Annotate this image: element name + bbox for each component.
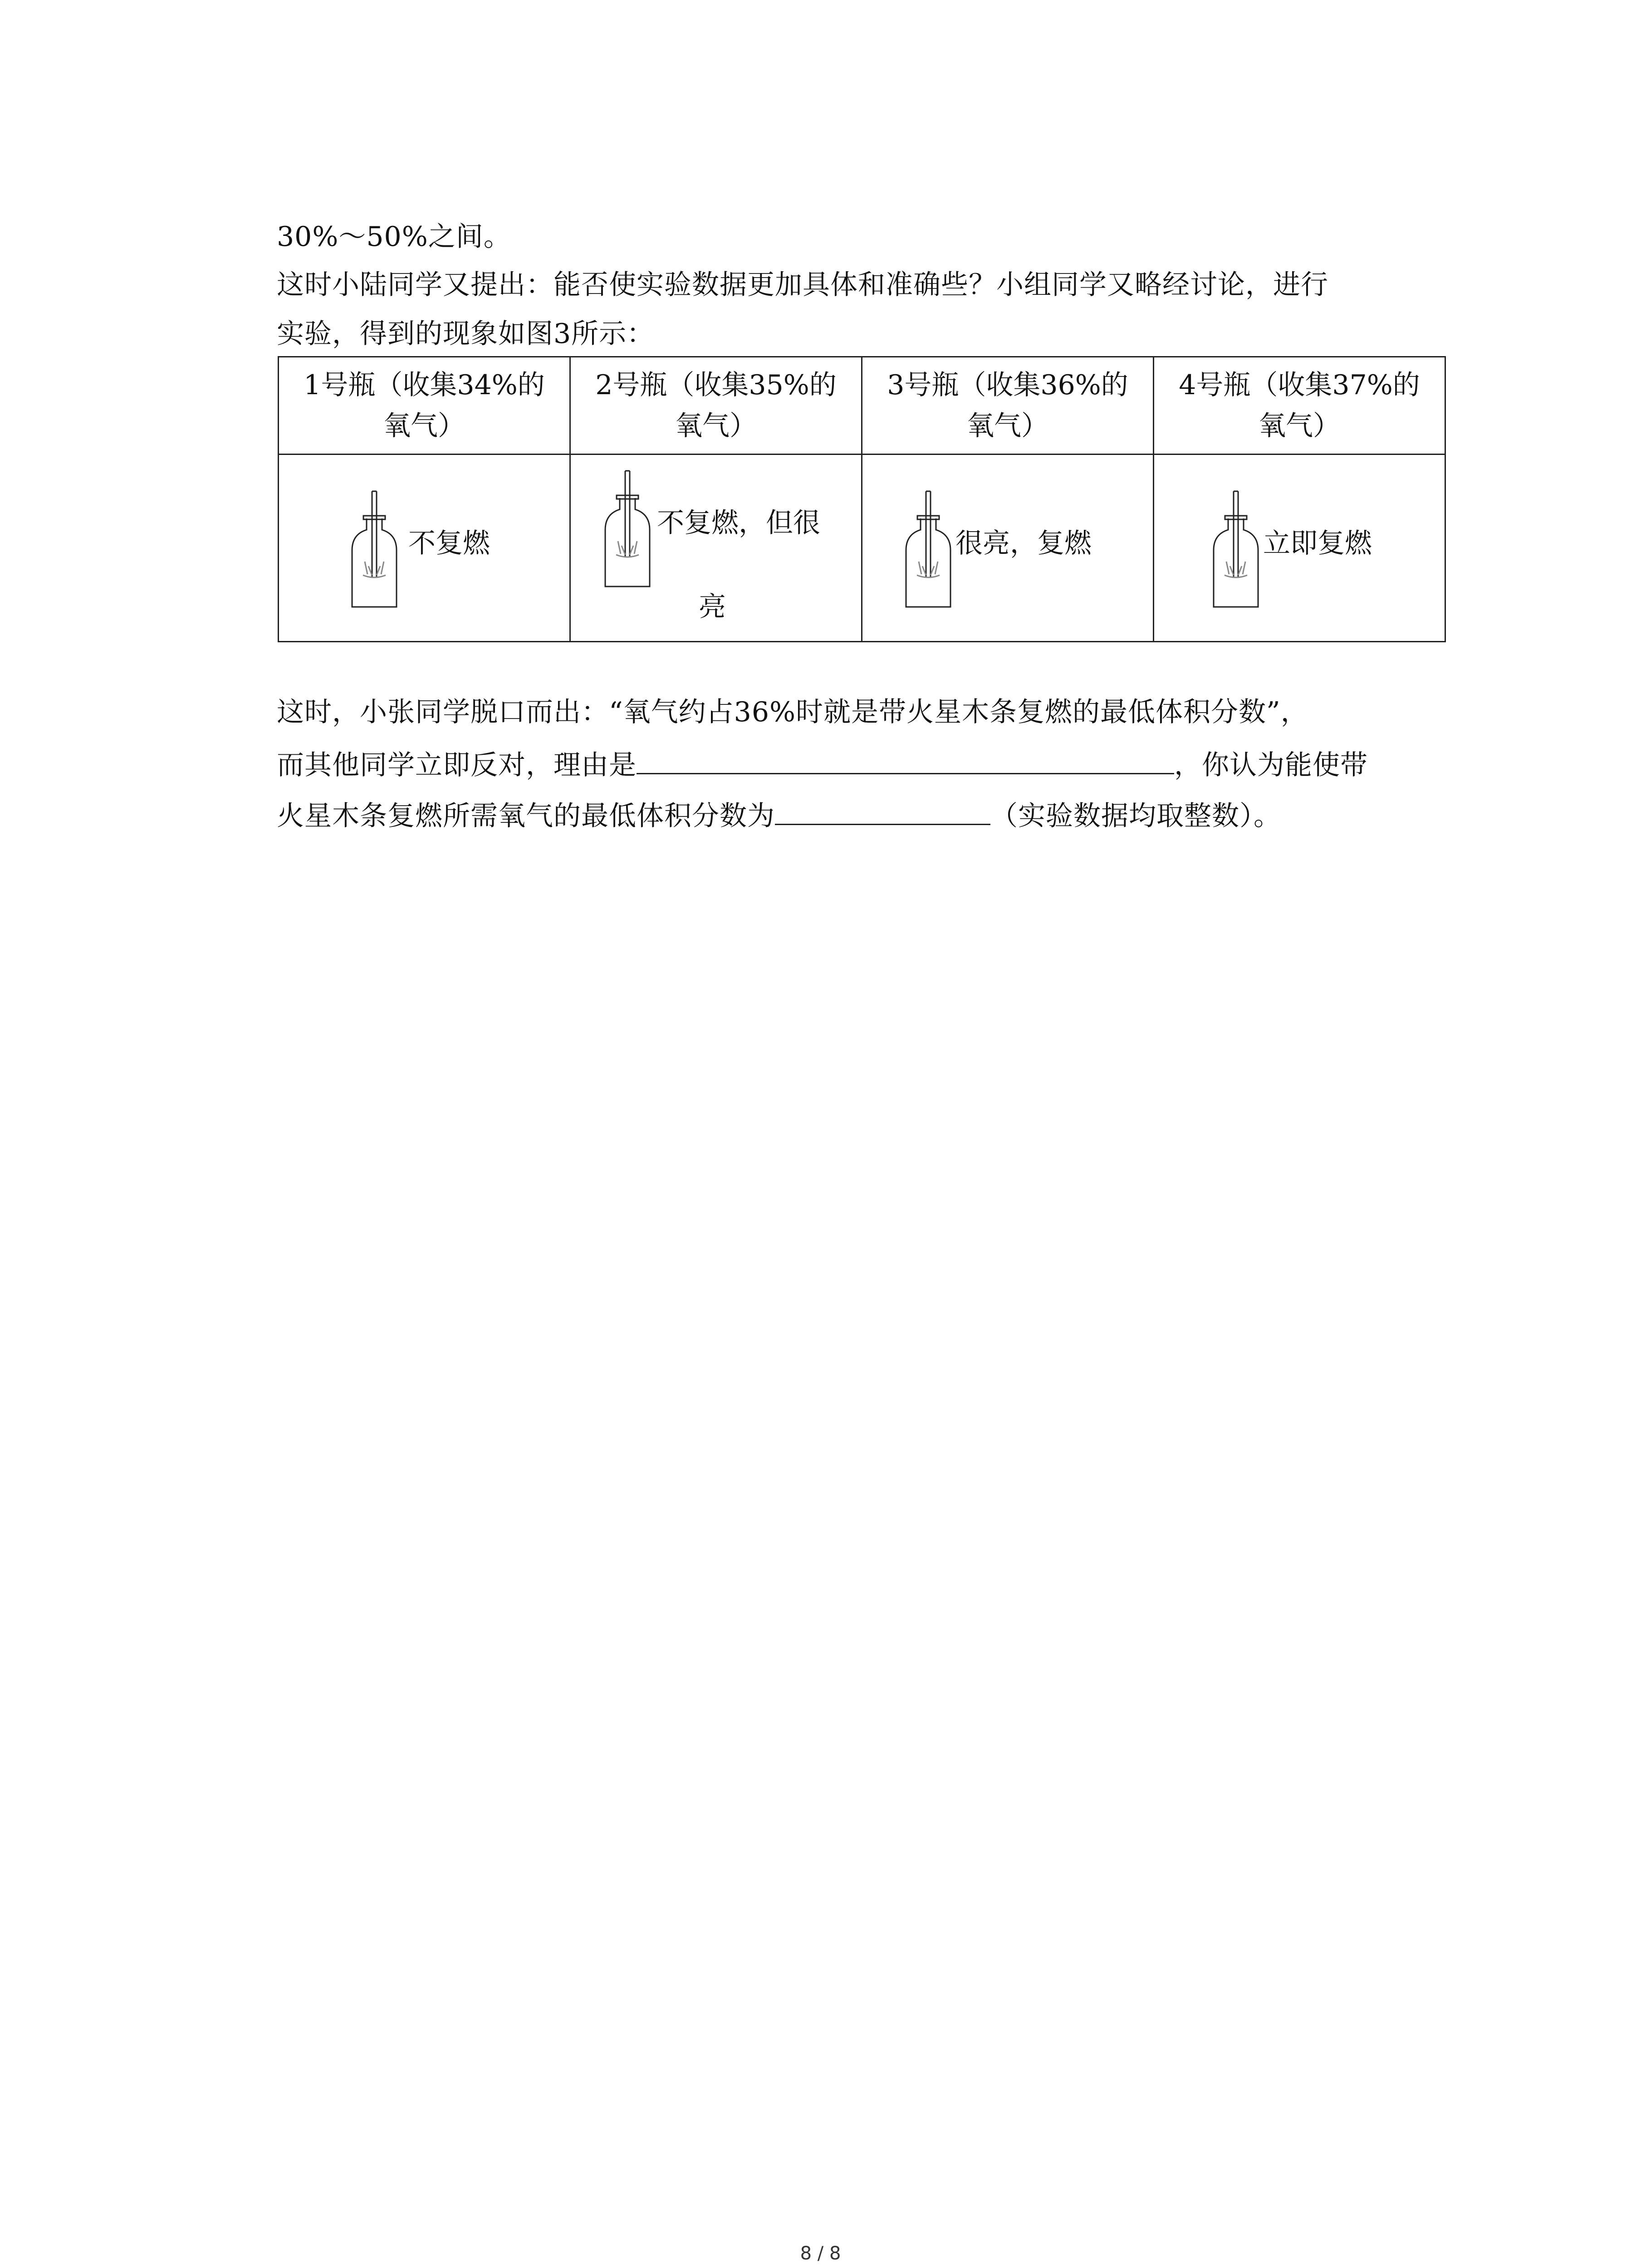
result-cell-4 <box>1154 455 1445 642</box>
result-3-text: 很亮，复燃 <box>955 528 1092 559</box>
result-cell-2 <box>570 455 862 642</box>
experiment-table <box>278 356 1446 642</box>
header-1-line-1: 1号瓶（收集34%的 <box>304 369 545 401</box>
intro-line-3: 实验，得到的现象如图3所示： <box>277 318 655 350</box>
bottle-icon <box>903 487 953 609</box>
bottle-icon <box>1211 487 1261 609</box>
header-3-line-2: 氧气） <box>967 410 1048 442</box>
result-1-text: 不复燃 <box>408 528 490 559</box>
question-line-2-b: ，你认为能使带 <box>1174 749 1368 781</box>
result-cell-1 <box>279 455 570 642</box>
result-4-text: 立即复燃 <box>1263 528 1372 559</box>
answer-blank-reason[interactable] <box>637 748 1174 774</box>
header-2-line-2: 氧气） <box>675 410 757 442</box>
header-4-line-2: 氧气） <box>1259 410 1340 442</box>
question-line-3-a: 火星木条复燃所需氧气的最低体积分数为 <box>277 800 775 832</box>
answer-blank-min-fraction[interactable] <box>775 798 990 825</box>
header-4-line-1: 4号瓶（收集37%的 <box>1179 369 1420 401</box>
result-cell-3 <box>862 455 1154 642</box>
question-line-3-b: （实验数据均取整数）。 <box>990 800 1281 832</box>
header-bottle-2 <box>570 357 862 455</box>
result-2-text-line-1: 不复燃，但很 <box>657 507 820 539</box>
bottle-icon <box>603 466 652 589</box>
question-line-1: 这时，小张同学脱口而出：“氧气约占36%时就是带火星木条复燃的最低体积分数”， <box>277 696 1308 728</box>
header-2-line-1: 2号瓶（收集35%的 <box>595 369 837 401</box>
question-line-2-a: 而其他同学立即反对，理由是 <box>277 749 637 781</box>
header-bottle-3 <box>862 357 1154 455</box>
header-bottle-1 <box>279 357 570 455</box>
question-line-2 <box>277 748 1368 779</box>
question-line-3 <box>277 798 1281 830</box>
intro-line-1: 30%～50%之间。 <box>277 221 511 253</box>
page-number: 8 / 8 <box>800 2243 841 2264</box>
table-result-row <box>279 455 1445 642</box>
header-1-line-2: 氧气） <box>383 410 465 442</box>
result-2-text-line-2: 亮 <box>699 591 726 623</box>
intro-line-2: 这时小陆同学又提出：能否使实验数据更加具体和准确些？小组同学又略经讨论，进行 <box>277 269 1328 301</box>
bottle-icon <box>349 487 399 609</box>
header-bottle-4 <box>1154 357 1445 455</box>
table-header-row <box>279 357 1445 455</box>
header-3-line-1: 3号瓶（收集36%的 <box>887 369 1128 401</box>
